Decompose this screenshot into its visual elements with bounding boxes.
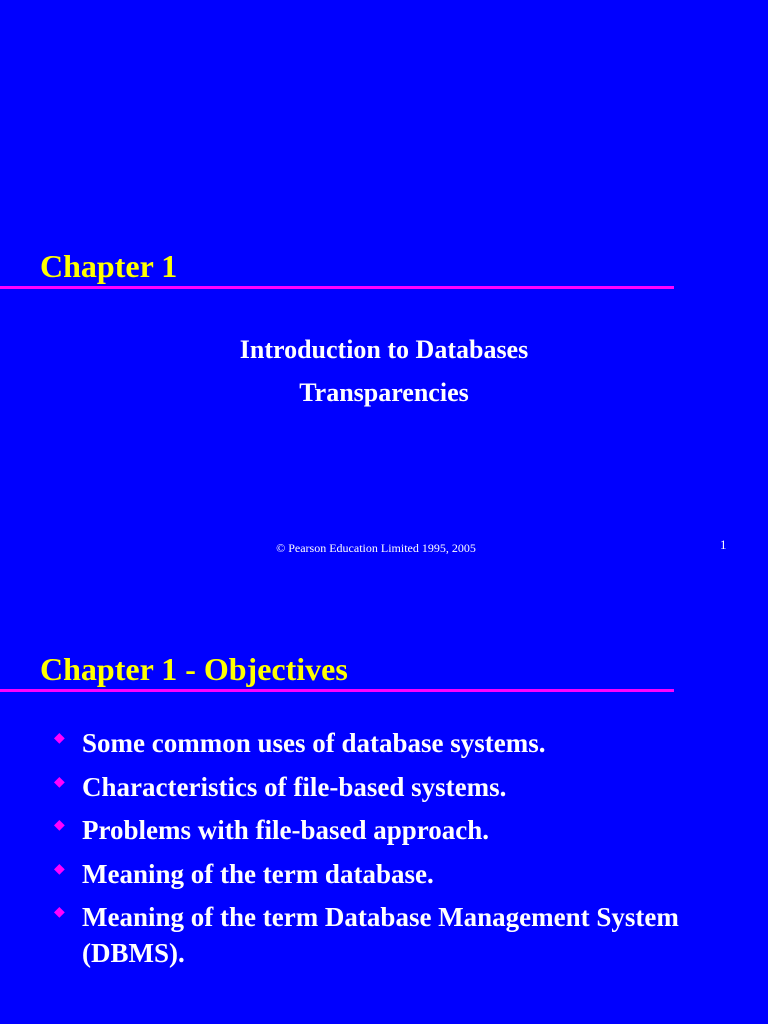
objective-text: Meaning of the term Database Management System (DBMS). [82,902,679,968]
subtitle-line-2: Transparencies [299,378,469,407]
title-rule [0,689,674,692]
objective-item [50,899,690,971]
objective-item [50,725,690,761]
title-rule [0,286,674,289]
copyright-notice: © Pearson Education Limited 1995, 2005 [276,541,476,555]
objective-item [50,769,690,805]
objective-text: Characteristics of file-based systems. [82,771,507,802]
objective-item [50,856,690,892]
objective-text: Some common uses of database systems. [82,728,546,758]
diamond-bullet-icon: ◆ [54,731,65,746]
objective-text: Problems with file-based approach. [82,815,490,845]
objective-item [50,812,690,848]
subtitle-line-1: Introduction to Databases [239,335,529,364]
diamond-bullet-icon: ◆ [54,818,65,833]
objectives-list [50,725,690,979]
slide-2 [0,512,768,1024]
chapter-title: Chapter 1 [40,248,178,284]
diamond-bullet-icon: ◆ [54,905,65,920]
objective-text: Meaning of the term database. [82,858,434,889]
diamond-bullet-icon: ◆ [54,774,65,790]
diamond-bullet-icon: ◆ [54,861,65,877]
objectives-title: Chapter 1 - Objectives [40,651,348,687]
page-number: 1 [720,537,727,552]
